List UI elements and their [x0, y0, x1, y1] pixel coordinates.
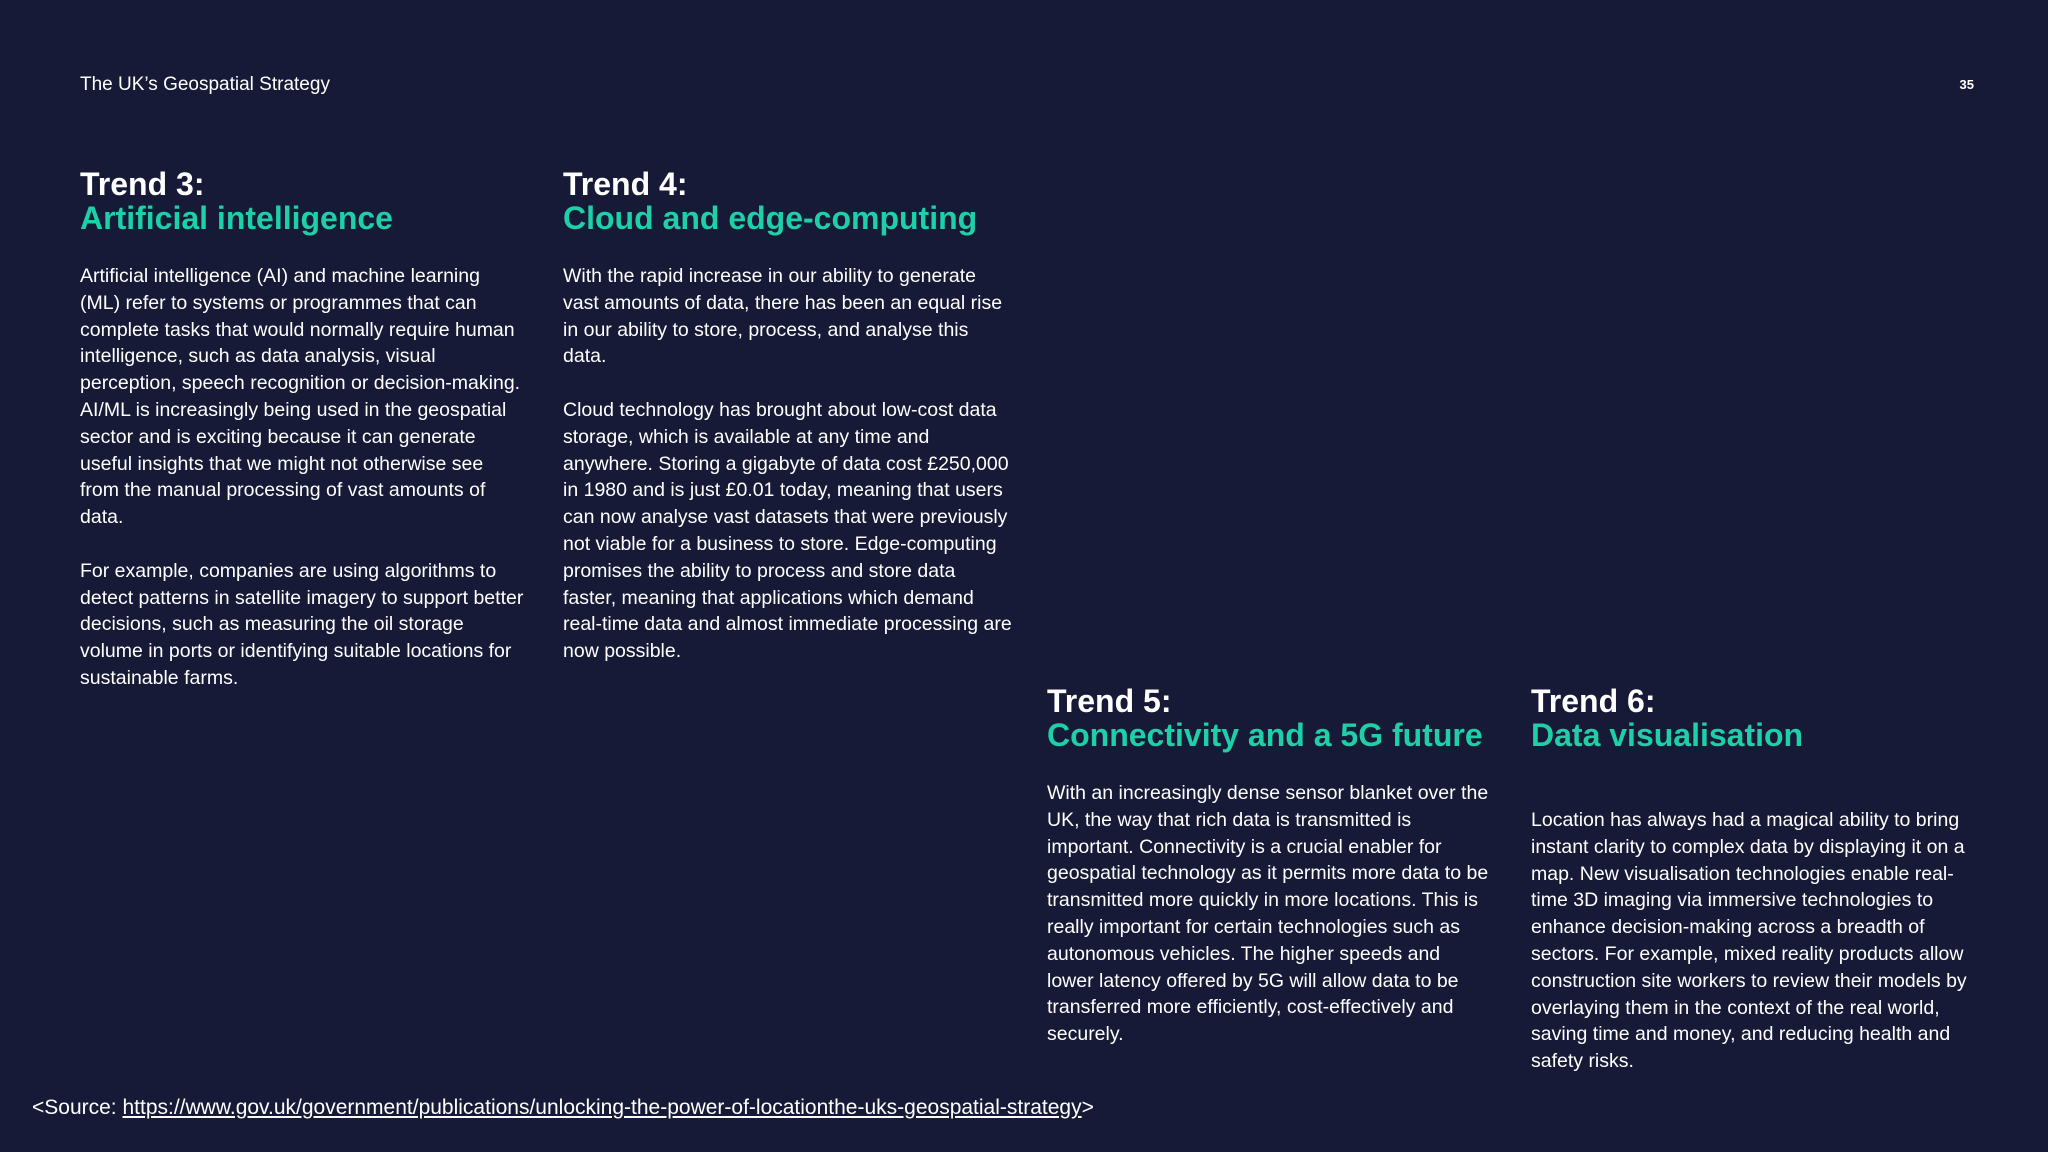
trend-3-label: Trend 3: — [80, 166, 205, 202]
source-prefix: <Source: — [32, 1096, 123, 1119]
trend-3-paragraph: For example, companies are using algorithms to detect patterns in satellite imagery to support better decisions, such as measuring the oil storage volume in ports or identifying suitable locations for sustainable farms. — [80, 559, 524, 689]
trend-6-paragraph: Location has always had a magical ability to bring instant clarity to complex data by displaying it on a map. New visualisation technologies enable real-time 3D imaging via immersive technologies to enhance decision-making across a breadth of sectors. For example, mixed reality products allow construction site workers to review their models by overlaying them in the context of the real world, saving time and money, and reducing health and safety risks. — [1531, 809, 1967, 1073]
page-number: 35 — [1959, 77, 1974, 92]
trend-5-body — [1047, 780, 1492, 1048]
trend-4-paragraph: With the rapid increase in our ability to generate vast amounts of data, there has been an equal rise in our ability to store, process, and analyse this data. — [563, 265, 1003, 368]
trend-4-body — [563, 263, 1013, 665]
header-title: The UK’s Geospatial Strategy — [80, 74, 330, 95]
trend-4-section — [563, 167, 1013, 665]
trend-3-body — [80, 263, 525, 692]
trend-4-heading: Cloud and edge-computing — [563, 200, 978, 236]
trend-3-section — [80, 167, 525, 692]
trend-6-section — [1531, 684, 1976, 1075]
trend-4-paragraph: Cloud technology has brought about low-cost data storage, which is available at any time and anywhere. Storing a gigabyte of data cost £250,000 in 1980 and is just £0.01 today, meaning that users can now analyse vast datasets that were previously not viable for a business to store. Edge-computing promises the ability to process and store data faster, meaning that applications which demand real-time data and almost immediate processing are now possible. — [563, 398, 1012, 663]
trend-6-heading: Data visualisation — [1531, 717, 1804, 753]
trend-5-section — [1047, 684, 1492, 1048]
trend-3-heading: Artificial intelligence — [80, 200, 393, 236]
trend-6-body — [1531, 807, 1976, 1075]
trend-4-label: Trend 4: — [563, 166, 688, 202]
trend-5-paragraph: With an increasingly dense sensor blanket over the UK, the way that rich data is transmitted is important. Connectivity is a crucial enabler for geospatial technology as it permits more data to be transmitted more quickly in more locations. This is really important for certain technologies such as autonomous vehicles. The higher speeds and lower latency offered by 5G will allow data to be transferred more efficiently, cost-effectively and securely. — [1047, 782, 1489, 1046]
trend-3-paragraph: Artificial intelligence (AI) and machine learning (ML) refer to systems or programmes that can complete tasks that would normally require human intelligence, such as data analysis, visual perception, speech recognition or decision-making. AI/ML is increasingly being used in the geospatial sector and is exciting because it can generate useful insights that we might not otherwise see from the manual processing of vast amounts of data. — [80, 265, 521, 529]
trend-5-heading: Connectivity and a 5G future — [1047, 717, 1483, 753]
source-suffix: > — [1081, 1096, 1094, 1119]
trend-6-label: Trend 6: — [1531, 683, 1656, 719]
source-link[interactable]: https://www.gov.uk/government/publications/unlocking-the-power-of-locationthe-uks-geospatial-strategy — [122, 1096, 1082, 1119]
source-citation — [32, 1096, 1094, 1120]
trend-5-label: Trend 5: — [1047, 683, 1172, 719]
